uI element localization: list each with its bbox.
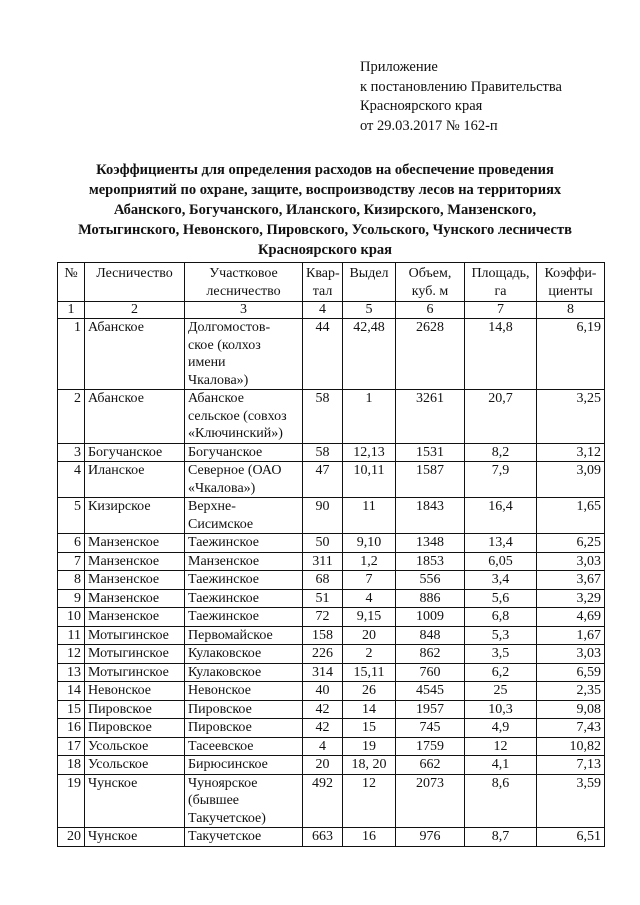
cell-quarter: 226	[303, 645, 343, 664]
cell-number: 15	[58, 700, 85, 719]
cell-allotment: 26	[343, 682, 396, 701]
cell-quarter: 42	[303, 700, 343, 719]
cell-area: 25	[465, 682, 537, 701]
cell-district-forestry	[185, 756, 303, 775]
cell-volume: 1348	[396, 534, 465, 553]
cell-allotment: 42,48	[343, 319, 396, 390]
table-row	[58, 737, 605, 756]
cell-coefficient: 9,08	[537, 700, 605, 719]
cell-area: 4,1	[465, 756, 537, 775]
cell-forestry: Чунское	[85, 774, 185, 828]
column-number: 6	[396, 302, 465, 319]
cell-coefficient: 1,67	[537, 626, 605, 645]
cell-allotment: 12	[343, 774, 396, 828]
cell-allotment: 1	[343, 390, 396, 444]
cell-line: Северное (ОАО	[188, 463, 282, 478]
cell-district-forestry	[185, 719, 303, 738]
table-row	[58, 663, 605, 682]
cell-line: Кулаковское	[188, 646, 262, 661]
table-row	[58, 319, 605, 390]
cell-quarter: 44	[303, 319, 343, 390]
column-number: 5	[343, 302, 396, 319]
cell-volume: 1957	[396, 700, 465, 719]
cell-coefficient: 3,03	[537, 645, 605, 664]
cell-quarter: 58	[303, 390, 343, 444]
cell-area: 16,4	[465, 498, 537, 534]
header-district-forestry	[185, 263, 303, 302]
cell-forestry: Манзенское	[85, 571, 185, 590]
cell-line: Такучетское	[188, 829, 262, 844]
cell-allotment: 19	[343, 737, 396, 756]
cell-quarter: 158	[303, 626, 343, 645]
cell-area: 3,4	[465, 571, 537, 590]
cell-coefficient: 3,09	[537, 462, 605, 498]
cell-line: Таежинское	[188, 572, 259, 587]
cell-allotment: 10,11	[343, 462, 396, 498]
column-number: 4	[303, 302, 343, 319]
cell-volume: 556	[396, 571, 465, 590]
cell-number: 19	[58, 774, 85, 828]
cell-quarter: 51	[303, 589, 343, 608]
cell-coefficient: 3,59	[537, 774, 605, 828]
cell-line: Таежинское	[188, 535, 259, 550]
cell-volume: 1759	[396, 737, 465, 756]
cell-coefficient: 3,29	[537, 589, 605, 608]
cell-number: 8	[58, 571, 85, 590]
cell-line: «Чкалова»)	[188, 480, 256, 496]
appendix-line: Приложение	[360, 59, 438, 75]
table-row	[58, 645, 605, 664]
cell-district-forestry	[185, 645, 303, 664]
cell-district-forestry	[185, 443, 303, 462]
header-text: Лесничество	[96, 266, 173, 281]
cell-number: 12	[58, 645, 85, 664]
cell-district-forestry	[185, 608, 303, 627]
cell-forestry: Иланское	[85, 462, 185, 498]
cell-quarter: 90	[303, 498, 343, 534]
cell-coefficient: 6,19	[537, 319, 605, 390]
cell-volume: 1531	[396, 443, 465, 462]
title-line: мероприятий по охране, защите, воспроизводству лесов на территориях	[88, 182, 562, 198]
cell-volume: 2628	[396, 319, 465, 390]
header-text: Квар-	[306, 266, 340, 281]
header-text: циенты	[548, 283, 593, 299]
table-body	[58, 302, 605, 847]
header-text: лесничество	[206, 283, 281, 299]
cell-number: 18	[58, 756, 85, 775]
appendix-line: Красноярского края	[360, 98, 483, 114]
cell-forestry: Мотыгинское	[85, 626, 185, 645]
cell-allotment: 14	[343, 700, 396, 719]
cell-line: Абанское	[188, 391, 244, 406]
cell-line: Пировское	[188, 701, 252, 717]
cell-quarter: 47	[303, 462, 343, 498]
cell-line: Пировское	[188, 720, 252, 735]
cell-line: Бирюсинское	[188, 757, 268, 772]
cell-quarter: 663	[303, 828, 343, 847]
cell-district-forestry	[185, 626, 303, 645]
cell-coefficient: 2,35	[537, 682, 605, 701]
cell-line: Чкалова»)	[188, 372, 249, 388]
cell-volume: 1587	[396, 462, 465, 498]
cell-volume: 1009	[396, 608, 465, 627]
cell-district-forestry	[185, 828, 303, 847]
cell-area: 6,05	[465, 552, 537, 571]
cell-volume: 3261	[396, 390, 465, 444]
cell-allotment: 4	[343, 589, 396, 608]
cell-forestry: Манзенское	[85, 608, 185, 627]
cell-forestry: Пировское	[85, 719, 185, 738]
cell-forestry: Пировское	[85, 700, 185, 719]
cell-volume: 862	[396, 645, 465, 664]
cell-volume: 4545	[396, 682, 465, 701]
title-line: Коэффициенты для определения расходов на обеспечение проведения	[96, 162, 554, 178]
cell-line: Долгомостов-	[188, 320, 271, 335]
cell-line: Таежинское	[188, 609, 259, 624]
table-row	[58, 462, 605, 498]
cell-line: Тасеевское	[188, 738, 254, 754]
cell-number: 14	[58, 682, 85, 701]
cell-number: 1	[58, 319, 85, 390]
table-row	[58, 626, 605, 645]
document-title	[30, 160, 620, 260]
cell-quarter: 72	[303, 608, 343, 627]
cell-number: 10	[58, 608, 85, 627]
table-row	[58, 682, 605, 701]
cell-district-forestry	[185, 774, 303, 828]
header-allotment	[343, 263, 396, 302]
cell-volume: 848	[396, 626, 465, 645]
cell-line: Верхне-	[188, 499, 236, 514]
cell-line: имени	[188, 355, 226, 370]
cell-line: Первомайское	[188, 627, 273, 643]
cell-district-forestry	[185, 571, 303, 590]
header-coefficient	[537, 263, 605, 302]
cell-quarter: 68	[303, 571, 343, 590]
table-row	[58, 534, 605, 553]
cell-number: 16	[58, 719, 85, 738]
table-row	[58, 608, 605, 627]
table-row	[58, 443, 605, 462]
cell-allotment: 12,13	[343, 443, 396, 462]
cell-forestry: Манзенское	[85, 589, 185, 608]
cell-line: Кулаковское	[188, 664, 262, 680]
cell-forestry: Усольское	[85, 756, 185, 775]
header-text: Площадь,	[471, 266, 530, 281]
header-text: Объем,	[408, 266, 452, 281]
cell-line: Такучетское)	[188, 810, 266, 826]
cell-volume: 745	[396, 719, 465, 738]
cell-forestry: Невонское	[85, 682, 185, 701]
cell-area: 5,6	[465, 589, 537, 608]
cell-number: 20	[58, 828, 85, 847]
cell-line: Сисимское	[188, 516, 254, 532]
table-row	[58, 719, 605, 738]
table-row	[58, 552, 605, 571]
cell-area: 12	[465, 737, 537, 756]
cell-forestry: Кизирское	[85, 498, 185, 534]
header-text: га	[494, 283, 507, 299]
cell-number: 6	[58, 534, 85, 553]
cell-quarter: 50	[303, 534, 343, 553]
cell-district-forestry	[185, 390, 303, 444]
cell-forestry: Манзенское	[85, 552, 185, 571]
column-number-row	[58, 302, 605, 319]
cell-coefficient: 3,12	[537, 443, 605, 462]
title-line: Красноярского края	[258, 242, 392, 258]
cell-forestry: Манзенское	[85, 534, 185, 553]
cell-coefficient: 6,51	[537, 828, 605, 847]
cell-area: 10,3	[465, 700, 537, 719]
appendix-line: от 29.03.2017 № 162-п	[360, 117, 498, 134]
cell-area: 6,8	[465, 608, 537, 627]
cell-allotment: 16	[343, 828, 396, 847]
table-row	[58, 756, 605, 775]
cell-line: Манзенское	[188, 553, 260, 569]
cell-quarter: 314	[303, 663, 343, 682]
cell-district-forestry	[185, 700, 303, 719]
table-row	[58, 571, 605, 590]
cell-coefficient: 7,43	[537, 719, 605, 738]
cell-volume: 760	[396, 663, 465, 682]
cell-line: сельское (совхоз	[188, 408, 287, 424]
cell-coefficient: 10,82	[537, 737, 605, 756]
table-row	[58, 498, 605, 534]
cell-district-forestry	[185, 682, 303, 701]
cell-district-forestry	[185, 552, 303, 571]
cell-allotment: 9,10	[343, 534, 396, 553]
column-number: 3	[185, 302, 303, 319]
cell-number: 2	[58, 390, 85, 444]
appendix-header	[360, 58, 630, 136]
table-row	[58, 774, 605, 828]
cell-district-forestry	[185, 737, 303, 756]
cell-allotment: 7	[343, 571, 396, 590]
header-area	[465, 263, 537, 302]
cell-coefficient: 3,25	[537, 390, 605, 444]
cell-number: 4	[58, 462, 85, 498]
cell-line: Таежинское	[188, 590, 259, 606]
cell-area: 7,9	[465, 462, 537, 498]
table-row	[58, 828, 605, 847]
column-number: 2	[85, 302, 185, 319]
cell-area: 14,8	[465, 319, 537, 390]
cell-volume: 1853	[396, 552, 465, 571]
cell-line: Богучанское	[188, 444, 263, 460]
cell-area: 4,9	[465, 719, 537, 738]
cell-district-forestry	[185, 589, 303, 608]
cell-area: 20,7	[465, 390, 537, 444]
cell-forestry: Усольское	[85, 737, 185, 756]
cell-quarter: 4	[303, 737, 343, 756]
cell-line: Невонское	[188, 683, 252, 698]
cell-line: Чуноярское	[188, 775, 258, 791]
cell-number: 7	[58, 552, 85, 571]
coefficients-table	[57, 262, 605, 847]
cell-number: 11	[58, 626, 85, 645]
column-number: 8	[537, 302, 605, 319]
cell-quarter: 58	[303, 443, 343, 462]
cell-area: 8,6	[465, 774, 537, 828]
cell-allotment: 11	[343, 498, 396, 534]
cell-line: ское (колхоз	[188, 337, 261, 353]
header-text: Участковое	[209, 266, 278, 281]
table-row	[58, 589, 605, 608]
cell-quarter: 492	[303, 774, 343, 828]
cell-district-forestry	[185, 319, 303, 390]
cell-coefficient: 7,13	[537, 756, 605, 775]
cell-allotment: 20	[343, 626, 396, 645]
table-row	[58, 390, 605, 444]
cell-allotment: 18, 20	[343, 756, 396, 775]
cell-area: 13,4	[465, 534, 537, 553]
cell-area: 5,3	[465, 626, 537, 645]
cell-forestry: Чунское	[85, 828, 185, 847]
cell-coefficient: 3,03	[537, 552, 605, 571]
header-text: №	[64, 266, 78, 281]
cell-allotment: 15,11	[343, 663, 396, 682]
header-forestry	[85, 263, 185, 302]
cell-district-forestry	[185, 498, 303, 534]
cell-quarter: 20	[303, 756, 343, 775]
cell-area: 8,2	[465, 443, 537, 462]
cell-coefficient: 6,25	[537, 534, 605, 553]
header-quarter	[303, 263, 343, 302]
cell-area: 6,2	[465, 663, 537, 682]
cell-coefficient: 4,69	[537, 608, 605, 627]
header-text: Выдел	[349, 266, 389, 281]
column-number: 1	[58, 302, 85, 319]
cell-forestry: Абанское	[85, 319, 185, 390]
cell-quarter: 311	[303, 552, 343, 571]
cell-line: (бывшее	[188, 793, 240, 808]
header-text: Коэффи-	[544, 266, 597, 281]
table-row	[58, 700, 605, 719]
table-header-row	[58, 263, 605, 302]
cell-volume: 662	[396, 756, 465, 775]
cell-line: «Ключинский»)	[188, 426, 283, 441]
cell-district-forestry	[185, 462, 303, 498]
title-line: Мотыгинского, Невонского, Пировского, Усольского, Чунского лесничеств	[78, 222, 572, 238]
cell-number: 13	[58, 663, 85, 682]
cell-forestry: Богучанское	[85, 443, 185, 462]
header-number	[58, 263, 85, 302]
cell-coefficient: 1,65	[537, 498, 605, 534]
cell-forestry: Абанское	[85, 390, 185, 444]
cell-coefficient: 6,59	[537, 663, 605, 682]
cell-forestry: Мотыгинское	[85, 663, 185, 682]
cell-quarter: 40	[303, 682, 343, 701]
cell-forestry: Мотыгинское	[85, 645, 185, 664]
cell-volume: 976	[396, 828, 465, 847]
header-volume	[396, 263, 465, 302]
column-number: 7	[465, 302, 537, 319]
header-text: тал	[312, 283, 333, 299]
cell-allotment: 15	[343, 719, 396, 738]
appendix-line: к постановлению Правительства	[360, 78, 562, 95]
cell-allotment: 2	[343, 645, 396, 664]
cell-area: 8,7	[465, 828, 537, 847]
cell-number: 9	[58, 589, 85, 608]
cell-allotment: 1,2	[343, 552, 396, 571]
cell-number: 5	[58, 498, 85, 534]
cell-area: 3,5	[465, 645, 537, 664]
title-line: Абанского, Богучанского, Иланского, Кизирского, Манзенского,	[113, 202, 537, 218]
cell-number: 3	[58, 443, 85, 462]
cell-coefficient: 3,67	[537, 571, 605, 590]
cell-volume: 2073	[396, 774, 465, 828]
cell-district-forestry	[185, 663, 303, 682]
cell-quarter: 42	[303, 719, 343, 738]
cell-volume: 1843	[396, 498, 465, 534]
cell-district-forestry	[185, 534, 303, 553]
cell-number: 17	[58, 737, 85, 756]
header-text: куб. м	[411, 283, 449, 299]
cell-allotment: 9,15	[343, 608, 396, 627]
cell-volume: 886	[396, 589, 465, 608]
